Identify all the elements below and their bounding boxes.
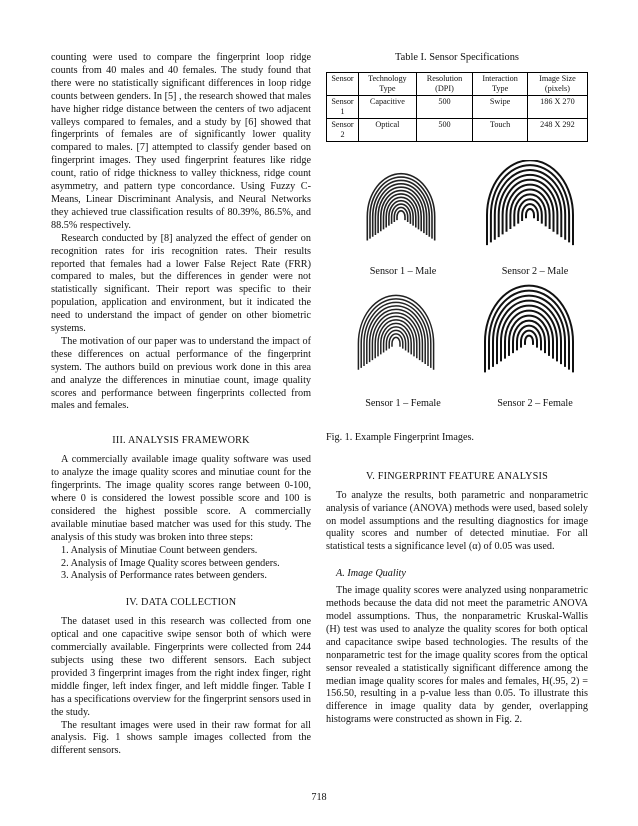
- table-cell: Capacitive: [359, 95, 417, 118]
- paragraph: The image quality scores were analyzed using nonparametric methods because the data did not meet the parametric ANOVA model assumptions. Thus, the nonparametric Kruskal-Wallis (H) test was used to analyze the quality scores for both optical and capacitance swipe based technologies. The results of the nonparametric test for the image quality scores from the optical sensor revealed a statistically significant difference among the median image quality scores for males and females, H(.95, 2) = 156.50, resulting in a p-value less than 0.05. To illustrate this difference in image quality data by gender, overlapping histograms were constructed as shown in Fig. 2.: [326, 585, 588, 726]
- figure-fingerprints: [326, 156, 588, 426]
- list-item: 1. Analysis of Minutiae Count between genders.: [61, 544, 258, 556]
- table-cell: 500: [416, 118, 473, 141]
- fingerprint-ridge: [392, 337, 400, 346]
- table-cell: Optical: [359, 118, 417, 141]
- fingerprint-image-sensor1-female: [356, 284, 436, 392]
- fingerprint-ridge: [525, 336, 533, 345]
- fingerprint-ridge: [526, 209, 534, 218]
- section-heading-feature-analysis: V. FINGERPRINT FEATURE ANALYSIS: [366, 470, 548, 482]
- fingerprint-image-sensor2-male: [484, 160, 576, 260]
- fingerprint-ridge: [397, 211, 405, 220]
- paragraph: The dataset used in this research was collected from one optical and one capacitive swipe sensor both of which were commercially available. Fingerprints were collected from 244 subjects using these two different sensors. Each subject provided 3 fingerprint images from the right index finger, right middle finger, left index finger, and left middle finger. Table I has a specifications overview for the fingerprint sensors used in the study.: [51, 616, 311, 718]
- figure-label: Sensor 1 – Male: [369, 265, 437, 277]
- section-heading-data-collection: IV. DATA COLLECTION: [125, 597, 237, 609]
- fingerprint-ridge: [381, 323, 411, 354]
- table-cell: Sensor 1: [327, 95, 359, 118]
- table-cell: Touch: [473, 118, 528, 141]
- table-cell: 500: [416, 95, 473, 118]
- table-cell: 248 X 292: [527, 118, 587, 141]
- fingerprint-image-sensor2-female: [482, 280, 576, 392]
- fingerprint-ridge: [386, 197, 416, 227]
- table-header-cell: Sensor: [327, 72, 359, 95]
- table-cell: Sensor 2: [327, 118, 359, 141]
- table-header-cell: Image Size (pixels): [527, 72, 587, 95]
- fingerprint-ridge: [521, 331, 537, 348]
- figure-caption: Fig. 1. Example Fingerprint Images.: [326, 431, 474, 443]
- table-header-cell: Technology Type: [359, 72, 417, 95]
- table-caption: Table I. Sensor Specifications: [395, 52, 519, 63]
- table-row: [327, 118, 588, 141]
- table-cell: 186 X 270: [527, 95, 587, 118]
- fingerprint-ridge: [522, 204, 538, 221]
- table-row: [327, 95, 588, 118]
- section-heading-analysis-framework: III. ANALYSIS FRAMEWORK: [112, 435, 250, 447]
- subsection-heading-image-quality: A. Image Quality: [336, 568, 406, 580]
- table-header-cell: Resolution (DPI): [416, 72, 473, 95]
- table-cell: Swipe: [473, 95, 528, 118]
- fingerprint-image-sensor1-male: [366, 164, 436, 260]
- figure-label: Sensor 2 – Female: [497, 397, 573, 409]
- fingerprint-ridge: [389, 334, 403, 349]
- paragraph: The motivation of our paper was to understand the impact of these differences on actual performance of the fingerprint system. The authors build on previous work done in this area and analyze the differences in minutiae count, image quality scores and performance between fingerprints collected from males and females.: [51, 335, 311, 412]
- right-column: [326, 52, 588, 727]
- paragraph: The resultant images were used in their raw format for all analysis. Fig. 1 shows sample images collected from the different sensors.: [51, 719, 311, 757]
- table-header-cell: Interaction Type: [473, 72, 528, 95]
- paragraph: To analyze the results, both parametric and nonparametric analysis of variance (ANOVA) methods were used, based solely on model assumptions and the resulting diagnostics for image quality scores and number of detected minutiae. For all statistical tests a significance level (α) of 0.05 was used.: [326, 489, 588, 553]
- left-column: [51, 52, 311, 758]
- figure-label: Sensor 2 – Male: [501, 265, 569, 277]
- sensor-spec-table: [326, 72, 588, 142]
- table-header-row: [327, 72, 588, 95]
- list-item: 2. Analysis of Image Quality scores between genders.: [61, 557, 280, 569]
- page-number: 718: [311, 792, 327, 803]
- paragraph: counting were used to compare the fingerprint loop ridge counts from 40 males and 40 females. The study found that there were no statistically significant differences in loop ridge counts between genders. In [5] , the research showed that males have higher ridge distance between the centers of two adjacent valleys compared to females, and a study by [6] showed that fingerprints of females are of significantly lower quality compared to males. [7] attempted to classify gender based on fingerprint images. They used fingerprint features like ridge count, ratio of ridge thickness to valley thickness, ridge count asymmetry, and pattern type concordance. Using Fuzzy C-Means, Linear Discriminant Analysis, and Neural Networks they achieved true classification results of 80.39%, 86.5%, and 88.5% respectively.: [51, 52, 311, 231]
- paragraph: A commercially available image quality software was used to analyze the image quality scores and minutiae count for the fingerprints. The image quality scores range between 0-100, where 0 is considered the lowest possible score and 100 is considered the highest possible score. A commercially available minutiae based matcher was used for this study. The analysis of this study was broken into three steps:: [51, 454, 311, 543]
- figure-label: Sensor 1 – Female: [365, 397, 441, 409]
- paragraph: Research conducted by [8] analyzed the effect of gender on recognition rates for iris recognition rates. Their results reported that females had a lower False Reject Rate (FRR) compared to males, but the differences in gender were not statistically significant. Their report was specific to their population, application and environment, but it indicated the need to understand the impact of gender on other biometric systems.: [51, 232, 311, 335]
- list-item: 3. Analysis of Performance rates between genders.: [61, 570, 267, 582]
- steps-list: [51, 545, 311, 584]
